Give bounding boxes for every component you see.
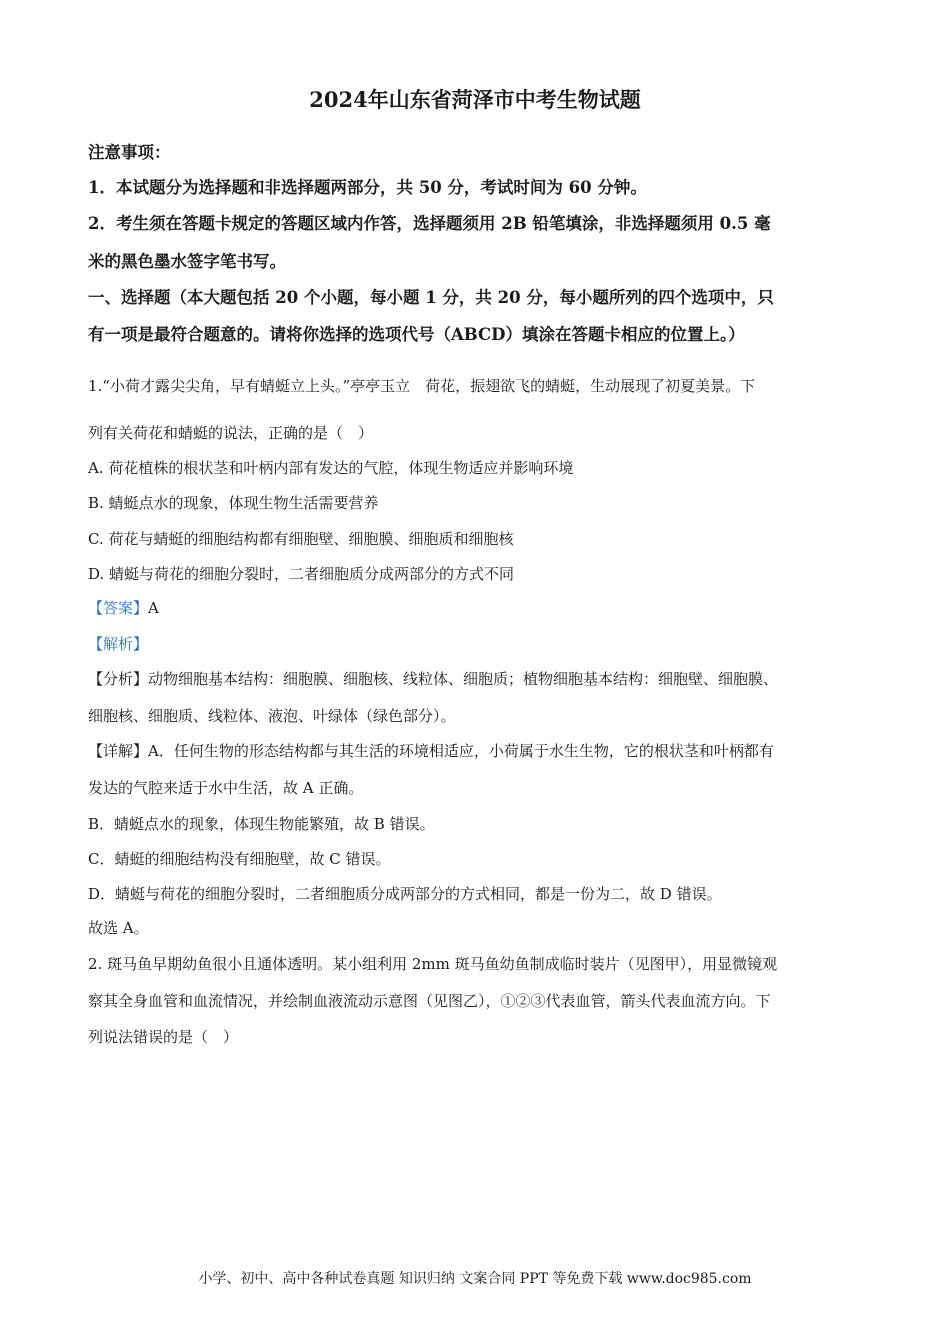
page-footer: 小学、初中、高中各种试卷真题 知识归纳 文案合同 PPT 等免费下载 www.doc985.com [198,1271,752,1287]
q2-stem-line-1: 2. 斑马鱼早期幼鱼很小且通体透明。某小组利用 2mm 斑马鱼幼鱼制成临时装片（见图甲），用显微镜观 [88,955,778,973]
q2-stem-line-2: 察其全身血管和血流情况，并绘制血液流动示意图（见图乙），①②③代表血管，箭头代表血流方向。下 [88,992,771,1010]
q1-stem-line-2: 列有关荷花和蜻蜓的说法，正确的是（ ） [88,424,374,442]
q1-stem-line-1: 1.“小荷才露尖尖角，早有蜻蜓立上头。”亭亭玉立 荷花，振翅欲飞的蜻蜓，生动展现了初夏美景。下 [88,377,756,395]
answer-tag: 【答案】 [88,599,149,617]
section-heading-line-1: 一、选择题（本大题包括 20 个小题，每小题 1 分，共 20 分，每小题所列的四个选项中，只 [88,288,774,307]
q1-option-c: C. 荷花与蜻蜓的细胞结构都有细胞壁、细胞膜、细胞质和细胞核 [88,530,514,548]
notice-item-2-line-1: 2．考生须在答题卡规定的答题区域内作答，选择题须用 2B 铅笔填涂，非选择题须用 0.5 毫 [88,214,771,233]
detail-d: D．蜻蜓与荷花的细胞分裂时，二者细胞质分成两部分的方式相同，都是一份为二，故 D 错误。 [88,885,722,903]
detail-line-1: 【详解】A．任何生物的形态结构都与其生活的环境相适应，小荷属于水生生物，它的根状茎和叶柄都有 [88,742,774,760]
section-heading-line-2: 有一项是最符合题意的。请将你选择的选项代号（ABCD）填涂在答题卡相应的位置上。） [88,325,745,344]
q2-stem-line-3: 列说法错误的是（ ） [88,1028,239,1046]
q1-option-b: B. 蜻蜓点水的现象，体现生物生活需要营养 [88,494,379,512]
detail-line-2: 发达的气腔来适于水中生活，故 A 正确。 [88,779,364,797]
analysis-line-2: 细胞核、细胞质、线粒体、液泡、叶绿体（绿色部分）。 [88,707,456,725]
detail-b: B．蜻蜓点水的现象，体现生物能繁殖，故 B 错误。 [88,815,435,833]
notice-item-2-line-2: 米的黑色墨水签字笔书写。 [88,252,286,271]
answer-value: A [148,599,159,617]
notice-item-1: 1．本试题分为选择题和非选择题两部分，共 50 分，考试时间为 60 分钟。 [88,178,647,197]
jiexi-tag: 【解析】 [88,635,149,653]
conclusion: 故选 A。 [88,919,149,937]
notice-heading: 注意事项： [88,143,171,162]
analysis-line-1: 【分析】动物细胞基本结构：细胞膜、细胞核、线粒体、细胞质；植物细胞基本结构：细胞壁、细胞膜、 [88,670,779,688]
q1-option-a: A. 荷花植株的根状茎和叶柄内部有发达的气腔，体现生物适应并影响环境 [88,459,574,477]
page-title: 2024年山东省菏泽市中考生物试题 [309,87,641,112]
q1-option-d: D. 蜻蜓与荷花的细胞分裂时，二者细胞质分成两部分的方式不同 [88,565,515,583]
detail-c: C．蜻蜓的细胞结构没有细胞壁，故 C 错误。 [88,850,391,868]
q1-answer-line [88,597,864,619]
